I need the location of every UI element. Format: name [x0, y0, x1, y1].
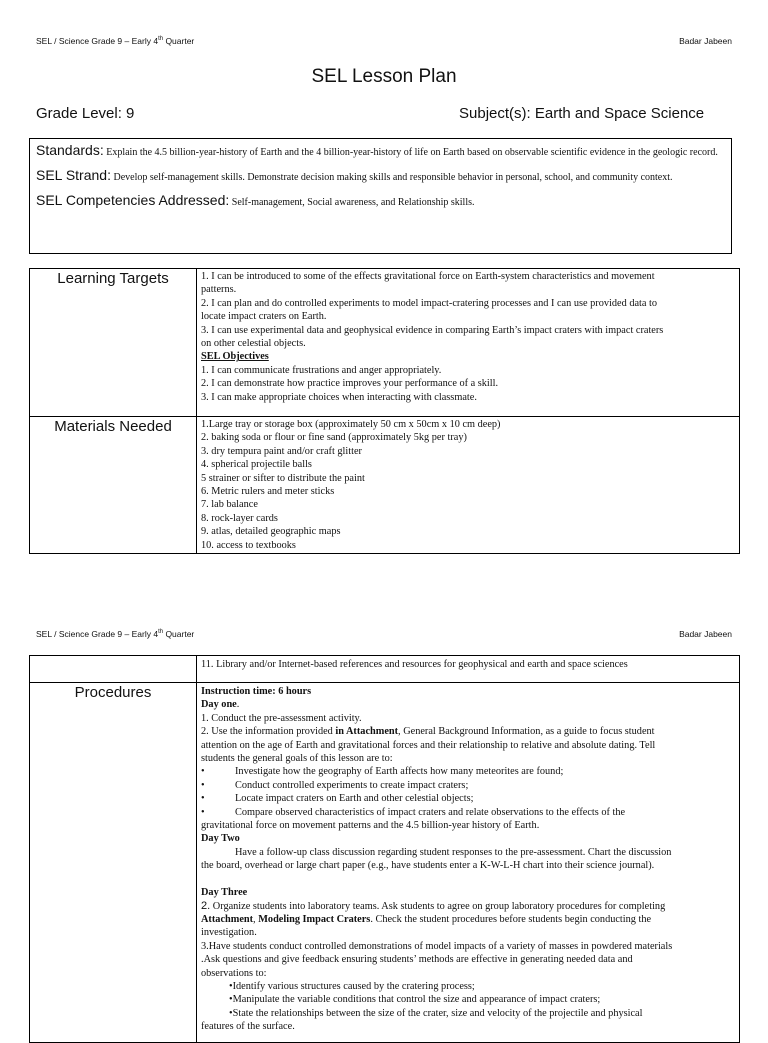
- sub-item: •Manipulate the variable conditions that control the size and appearance of impact craters;: [229, 994, 601, 1006]
- goal-item: • Compare observed characteristics of impact craters and relate observations to the effects of the: [201, 806, 626, 818]
- procedures-row: [30, 683, 740, 1043]
- lesson-table-page1: [29, 268, 740, 554]
- materials-continued: 11. Library and/or Internet-based references and resources for geophysical and earth and space sciences: [197, 656, 740, 683]
- sub-item: •State the relationships between the size of the crater, size and velocity of the projectile and physical: [229, 1007, 643, 1019]
- materials-continued-row: [30, 656, 740, 683]
- instruction-time: Instruction time: 6 hours: [201, 686, 312, 697]
- day-two-heading: Day Two: [201, 833, 240, 845]
- materials-label: Materials Needed: [30, 417, 197, 554]
- procedures-label: Procedures: [30, 683, 197, 1043]
- page2-header-author: Badar Jabeen: [679, 629, 732, 639]
- sel-objectives-heading: SEL Objectives: [201, 351, 269, 363]
- page-title: SEL Lesson Plan: [311, 66, 457, 87]
- page2-header-left: SEL / Science Grade 9 – Early 4th Quarter: [36, 629, 195, 639]
- sel-strand-line: SEL Strand: Develop self-management skills. Demonstrate decision making skills and responsible behavior in personal, school, and community context.: [36, 167, 673, 183]
- sub-item: •Identify various structures caused by the cratering process;: [229, 980, 475, 992]
- empty-label-cell: [30, 656, 197, 683]
- subjects: Subject(s): Earth and Space Science: [459, 105, 705, 122]
- goal-item: • Investigate how the geography of Earth affects how many meteorites are found;: [201, 766, 564, 778]
- learning-targets-label: Learning Targets: [30, 269, 197, 417]
- procedures-content: Instruction time: 6 hours Day one. 1. Conduct the pre-assessment activity. 2. Use the information provided in Attachment, General Background Information, as a guide to focus student attention on the age of Earth and gravitational forces and their relationship to relative and absolute dating. Tell students the general goals of this lesson are to: • Investigate how the geography of Earth affects how many meteorites are found; • Conduct controlled experiments to create impact craters; • Locate impact craters on Earth and other celestial objects; • Compare observed characteristics of impact craters and relate observations to the effects of the gravitational force on movement patterns and the 4.5 billion-year history of Earth. Day Two Have a follow-up class discussion regarding student responses to the pre-assessment. Chart the discussion the board, overhead or large chart paper (e.g., have students enter a K-W-L-H chart into their science journal). Day Three 2. Organize students into laboratory teams. Ask students to agree on group laboratory procedures for completing Attachment, Modeling Impact Craters. Check the student procedures before students begin conducting the investigation. 3.Have students conduct controlled demonstrations of model impacts of a variety of masses in powdered materials .Ask questions and give feedback ensuring students’ methods are effective in generating needed data and observations to: •Identify various structures caused by the cratering process; •Manipulate the variable conditions that control the size and appearance of impact craters; •State the relationships between the size of the crater, size and velocity of the projectile and physical features of the surface.: [197, 683, 740, 1043]
- standards-box: [29, 138, 732, 254]
- day-three-heading: Day Three: [201, 887, 248, 899]
- lesson-table-page2: [29, 655, 740, 1043]
- materials-content: 1.Large tray or storage box (approximately 50 cm x 50cm x 10 cm deep) 2. baking soda or flour or fine sand (approximately 5kg per tray) 3. dry tempura paint and/or craft glitter 4. spherical projectile balls 5 strainer or sifter to distribute the paint 6. Metric rulers and meter sticks 7. lab balance 8. rock-layer cards 9. atlas, detailed geographic maps 10. access to textbooks: [197, 417, 740, 554]
- page1-header-left: SEL / Science Grade 9 – Early 4th Quarter: [36, 36, 195, 46]
- sel-competencies-line: SEL Competencies Addressed: Self-management, Social awareness, and Relationship skills.: [36, 192, 475, 208]
- grade-level: Grade Level: 9: [36, 105, 135, 122]
- materials-row: [30, 417, 740, 554]
- goal-item: • Locate impact craters on Earth and other celestial objects;: [201, 793, 474, 805]
- day-one-heading: Day one.: [201, 699, 240, 711]
- learning-targets-row: [30, 269, 740, 417]
- learning-targets-content: 1. I can be introduced to some of the effects gravitational force on Earth-system characteristics and movement patterns. 2. I can plan and do controlled experiments to model impact-cratering processes and I can use provided data to locate impact craters on Earth. 3. I can use experimental data and geophysical evidence in comparing Earth’s impact craters with impact craters on other celestial objects. SEL Objectives 1. I can communicate frustrations and anger appropriately. 2. I can demonstrate how practice improves your performance of a skill. 3. I can make appropriate choices when interacting with classmate.: [197, 269, 740, 417]
- standards-line: Standards: Explain the 4.5 billion-year-history of Earth and the 4 billion-year-history of life on Earth based on observable scientific evidence in the geologic record.: [36, 142, 718, 158]
- goal-item: • Conduct controlled experiments to create impact craters;: [201, 779, 469, 791]
- page1-header-author: Badar Jabeen: [679, 36, 732, 46]
